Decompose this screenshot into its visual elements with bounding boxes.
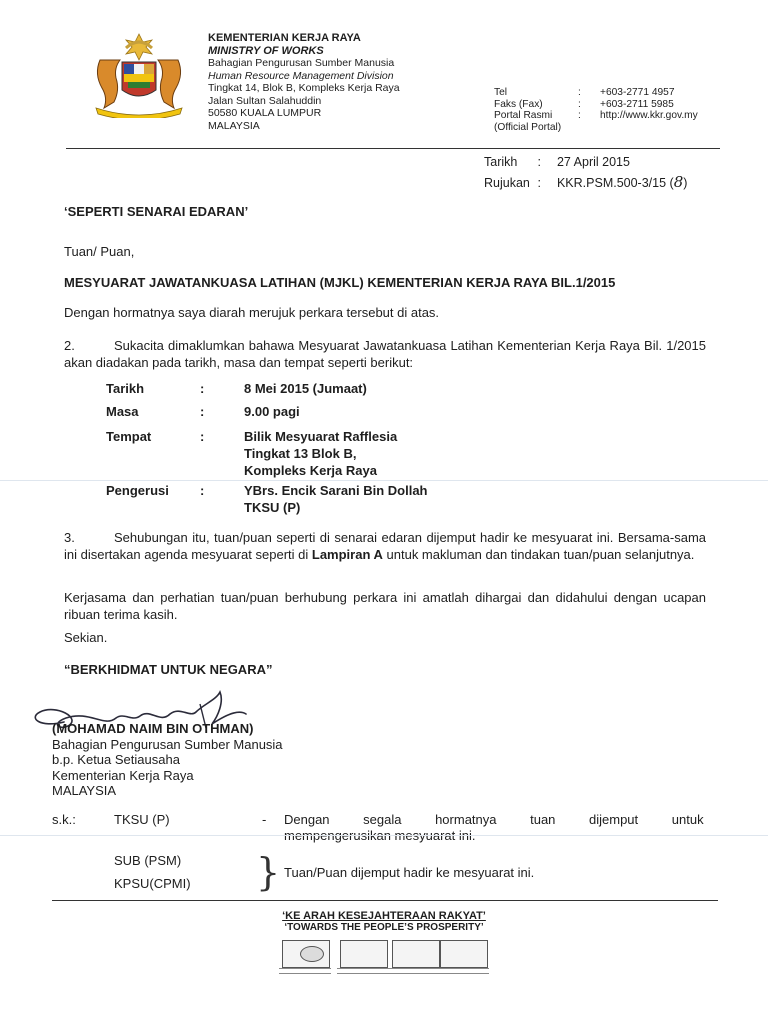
detail-row xyxy=(106,482,466,518)
detail-row xyxy=(106,428,466,482)
division-name-ms: Bahagian Pengurusan Sumber Manusia xyxy=(208,57,395,69)
certification-badge xyxy=(340,940,388,968)
date-label: Tarikh xyxy=(484,155,518,169)
detail-label: Pengerusi xyxy=(106,483,169,498)
signatory-line: Bahagian Pengurusan Sumber Manusia xyxy=(52,736,283,752)
letter-meta xyxy=(484,152,687,193)
recipient-line: ‘SEPERTI SENARAI EDARAN’ xyxy=(64,204,249,219)
address-line: MALAYSIA xyxy=(208,119,260,132)
detail-colon: : xyxy=(200,429,205,444)
footer-divider xyxy=(52,900,718,901)
detail-value: YBrs. Encik Sarani Bin Dollah TKSU (P) xyxy=(244,483,428,515)
cc-recipient: TKSU (P) xyxy=(114,812,170,827)
paragraph-text: untuk makluman dan tindakan tuan/puan selanjutnya. xyxy=(382,546,695,562)
detail-colon: : xyxy=(200,404,205,419)
cc-brace: } xyxy=(256,850,281,894)
slogan-en: ‘TOWARDS THE PEOPLE’S PROSPERITY’ xyxy=(284,922,484,933)
contact-value: +603-2711 5985 xyxy=(600,98,674,110)
contact-row xyxy=(494,87,698,99)
header-divider xyxy=(66,148,720,149)
cc-note-text: Dengan segala hormatnya tuan dijemput untuk xyxy=(284,812,704,827)
paragraph-number: 2. xyxy=(64,338,75,353)
contact-colon: : xyxy=(578,87,581,98)
paragraph-text: Sehubungan itu, tuan/puan seperti di senarai edaran dijemput hadir ke mesyuarat ini. Bersama-sama ini disertakan agenda mesyuarat seperti di xyxy=(64,530,706,562)
paragraph-1: Dengan hormatnya saya diarah merujuk perkara tersebut di atas. xyxy=(64,305,440,320)
attachment-reference: Lampiran A xyxy=(311,546,383,562)
signature-block xyxy=(52,721,283,799)
motto: “BERKHIDMAT UNTUK NEGARA” xyxy=(64,662,273,677)
contact-row xyxy=(494,99,698,111)
signatory-line: Kementerian Kerja Raya xyxy=(52,767,194,783)
portal-link[interactable]: http://www.kkr.gov.my xyxy=(600,110,698,122)
ministry-name-en: MINISTRY OF WORKS xyxy=(208,44,324,57)
date-value: 27 April 2015 xyxy=(556,155,630,169)
cc-note xyxy=(284,812,704,829)
detail-value: Bilik Mesyuarat Rafflesia Tingkat 13 Blok B, Kompleks Kerja Raya xyxy=(244,429,398,478)
detail-row xyxy=(106,403,466,423)
reference-value: KKR.PSM.500-3/15 ( xyxy=(556,176,674,190)
date-row xyxy=(484,152,687,172)
detail-value: 9.00 pagi xyxy=(244,404,300,419)
reference-close: ) xyxy=(683,176,688,190)
detail-value: 8 Mei 2015 (Jumaat) xyxy=(244,381,367,396)
cc-dash: - xyxy=(262,812,267,827)
coat-of-arms-logo xyxy=(86,30,192,118)
contact-label: Portal Rasmi xyxy=(494,110,553,122)
date-colon: : xyxy=(537,155,541,169)
letterhead-address xyxy=(208,32,400,132)
address-line: 50580 KUALA LUMPUR xyxy=(208,107,322,119)
paragraph-number: 3. xyxy=(64,530,75,545)
contact-label: Tel xyxy=(494,87,508,98)
contact-label: (Official Portal) xyxy=(494,121,562,133)
reference-row xyxy=(484,172,687,193)
cc-recipient: KPSU(CPMI) xyxy=(114,876,191,891)
paragraph-3 xyxy=(64,530,706,563)
reference-label: Rujukan xyxy=(484,176,530,190)
contact-block xyxy=(494,87,698,133)
slogan-ms: ‘KE ARAH KESEJAHTERAAN RAKYAT’ xyxy=(282,910,486,922)
contact-row xyxy=(494,122,698,134)
certification-badge xyxy=(392,940,440,968)
division-name-en: Human Resource Management Division xyxy=(208,69,394,82)
badge-caption-bar xyxy=(437,968,489,974)
salutation: Tuan/ Puan, xyxy=(64,244,135,259)
paragraph-4: Kerjasama dan perhatian tuan/puan berhubung perkara ini amatlah dihargai dan didahului dengan ucapan ribuan terima kasih. xyxy=(64,590,706,622)
footer-slogan xyxy=(0,910,768,934)
detail-colon: : xyxy=(200,381,205,396)
closing: Sekian. xyxy=(64,630,108,645)
cc-label: s.k.: xyxy=(52,812,76,827)
contact-row xyxy=(494,110,698,122)
paragraph-text: Sukacita dimaklumkan bahawa Mesyuarat Jawatankuasa Latihan Kementerian Kerja Raya Bil. 1/2015 akan diadakan pada tarikh, masa dan tempat seperti berikut: xyxy=(64,338,706,370)
address-line: Tingkat 14, Blok B, Kompleks Kerja Raya xyxy=(208,82,400,94)
cc-note: Tuan/Puan dijemput hadir ke mesyuarat ini. xyxy=(284,865,535,880)
certification-badge xyxy=(440,940,488,968)
contact-colon: : xyxy=(578,98,581,110)
address-line: Jalan Sultan Salahuddin xyxy=(208,94,322,107)
detail-colon: : xyxy=(200,483,205,498)
scan-artifact-line xyxy=(0,835,768,836)
badge-caption-bar xyxy=(279,968,331,974)
badge-emblem-icon xyxy=(300,946,324,962)
badge-caption-bar xyxy=(389,968,441,974)
contact-colon: : xyxy=(578,110,581,122)
letter-subject: MESYUARAT JAWATANKUASA LATIHAN (MJKL) KEMENTERIAN KERJA RAYA BIL.1/2015 xyxy=(64,275,616,290)
ministry-name-ms: KEMENTERIAN KERJA RAYA xyxy=(208,32,361,44)
contact-label: Faks (Fax) xyxy=(494,98,543,110)
reference-handwritten-number: 8 xyxy=(673,173,684,191)
paragraph-2 xyxy=(64,338,706,371)
signatory-line: MALAYSIA xyxy=(52,783,117,798)
signatory-line: b.p. Ketua Setiausaha xyxy=(52,752,180,767)
detail-label: Masa xyxy=(106,404,139,419)
contact-value: +603-2771 4957 xyxy=(600,87,675,98)
reference-colon: : xyxy=(537,176,541,190)
detail-label: Tempat xyxy=(106,429,152,444)
signatory-name: (MOHAMAD NAIM BIN OTHMAN) xyxy=(52,721,254,736)
badge-caption-bar xyxy=(337,968,389,974)
cc-recipient: SUB (PSM) xyxy=(114,853,182,868)
detail-label: Tarikh xyxy=(106,381,145,396)
cc-note-continued: mempengerusikan mesyuarat ini. xyxy=(284,828,476,843)
scan-artifact-line xyxy=(0,480,768,481)
